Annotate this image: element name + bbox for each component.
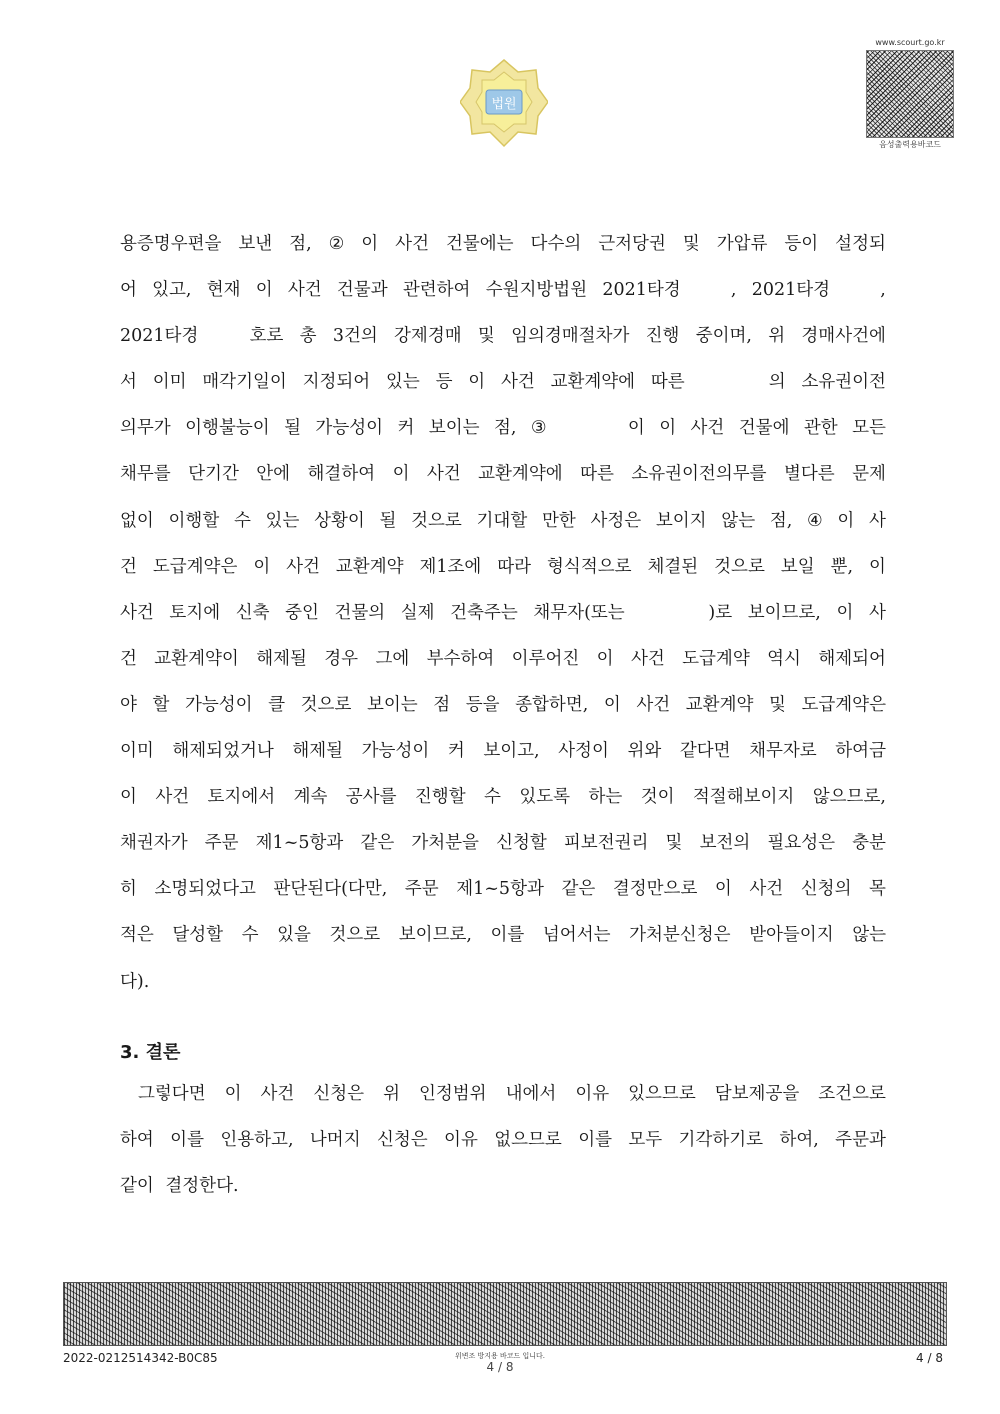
anti-forgery-note: 위변조 방지용 바코드 입니다. [454,1352,546,1360]
anti-forgery-barcode-icon [63,1282,947,1346]
body-line: 히 소명되었다고 판단된다(다만, 주문 제1~5항과 같은 결정만으로 이 사건 신청의 목 [120,879,886,900]
body-line: 다). [120,971,150,992]
body-line: 의무가 이행불능이 될 가능성이 커 보이는 점, ③ 이 이 사건 건물에 관한 모든 [120,418,886,439]
seal-label: 법원 [491,97,517,112]
document-id: 2022-0212514342-B0C85 [63,1351,218,1365]
body-line: 이미 해제되었거나 해제될 가능성이 커 보이고, 사정이 위와 같다면 채무자로 하여금 [120,741,886,762]
barcode-caption: 음성출력용바코드 [879,140,941,149]
body-line: 야 할 가능성이 클 것으로 보이는 점 등을 종합하면, 이 사건 교환계약 및 도급계약은 [120,694,886,715]
body-line: 건 도급계약은 이 사건 교환계약 제1조에 따라 형식적으로 체결된 것으로 보일 뿐, 이 [120,556,886,577]
conclusion-line: 하여 이를 인용하고, 나머지 신청은 이유 없으므로 이를 모두 기각하기로 하여, 주문과 [120,1130,886,1150]
conclusion-line: 그렇다면 이 사건 신청은 위 인정범위 내에서 이유 있으므로 담보제공을 조건으로 [138,1084,886,1104]
page-number-center: 4 / 8 [486,1360,514,1374]
barcode-url: www.scourt.go.kr [875,38,945,47]
body-line: 채권자가 주문 제1~5항과 같은 가처분을 신청할 피보전권리 및 보전의 필요성은 충분 [120,833,886,854]
body-line: 서 이미 매각기일이 지정되어 있는 등 이 사건 교환계약에 따른 의 소유권이전 [120,372,886,393]
conclusion-text [120,1080,886,1218]
body-line: 용증명우편을 보낸 점, ② 이 사건 건물에는 다수의 근저당권 및 가압류 등이 설정되 [120,234,886,254]
body-line: 이 사건 토지에서 계속 공사를 진행할 수 있도록 하는 것이 적절해보이지 않으므로, [120,787,886,808]
page-number-right: 4 / 8 [916,1351,943,1365]
body-line: 어 있고, 현재 이 사건 건물과 관련하여 수원지방법원 2021타경 , 2021타경 , [120,280,886,301]
body-text [120,230,886,1014]
body-line: 채무를 단기간 안에 해결하여 이 사건 교환계약에 따른 소유권이전의무를 별다른 문제 [120,464,886,485]
body-line: 2021타경 호로 총 3건의 강제경매 및 임의경매절차가 진행 중이며, 위 경매사건에 [120,326,886,347]
conclusion-line: 같이 결정한다. [120,1176,239,1196]
body-line: 건 교환계약이 해제될 경우 그에 부수하여 이루어진 이 사건 도급계약 역시 해제되어 [120,648,886,669]
section-heading: 3. 결론 [120,1042,181,1063]
audio-barcode-icon [866,50,954,138]
body-line: 적은 달성할 수 있을 것으로 보이므로, 이를 넘어서는 가처분신청은 받아들이지 않는 [120,925,886,946]
body-line: 없이 이행할 수 있는 상황이 될 것으로 기대할 만한 사정은 보이지 않는 점, ④ 이 사 [120,510,886,531]
court-seal-icon [460,58,548,152]
body-line: 사건 토지에 신축 중인 건물의 실제 건축주는 채무자(또는 )로 보이므로, 이 사 [120,602,886,623]
